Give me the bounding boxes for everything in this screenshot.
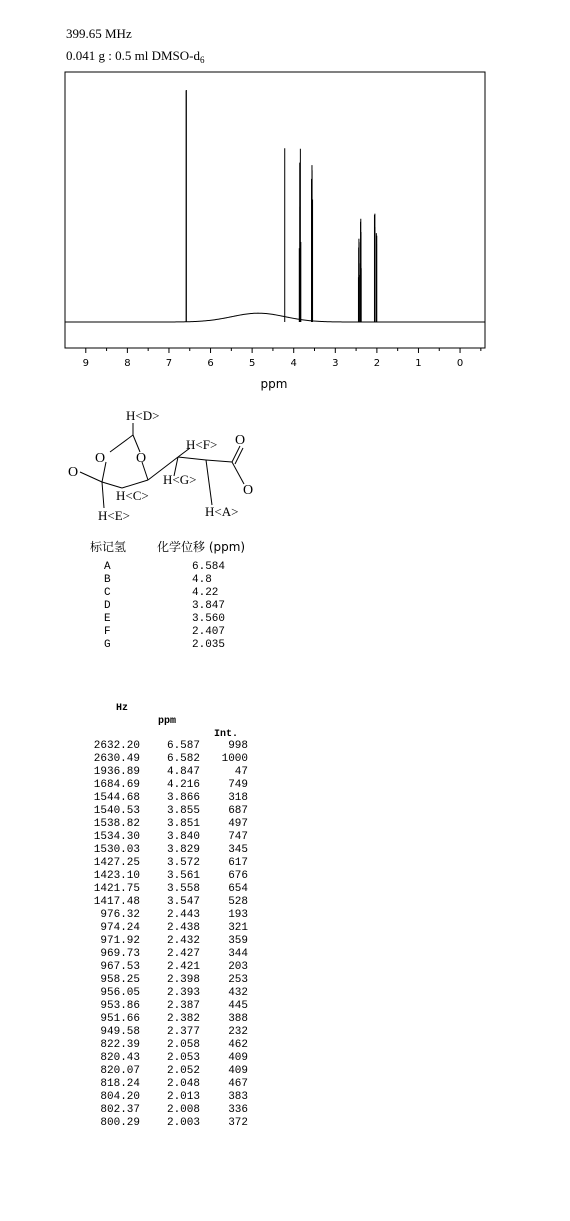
peak-cell-ppm: 2.421 (166, 961, 200, 973)
peak-cell-hz: 1417.48 (93, 896, 140, 908)
peak-cell-int: 409 (228, 1052, 248, 1064)
peak-row (86, 935, 250, 948)
peak-row (86, 883, 250, 896)
peak-cell-int: 318 (228, 792, 248, 804)
peak-cell-hz: 1544.68 (93, 792, 140, 804)
peak-cell-int: 388 (228, 1013, 248, 1025)
structure-atom-labels (68, 408, 253, 523)
peak-cell-hz: 1538.82 (93, 818, 140, 830)
peak-row (86, 831, 250, 844)
peak-cell-int: 462 (228, 1039, 248, 1051)
peak-cell-ppm: 2.427 (166, 948, 200, 960)
atom-label-hd: H<D> (126, 408, 160, 423)
peak-cell-int: 345 (228, 844, 248, 856)
peak-cell-hz: 1423.10 (93, 870, 140, 882)
spectrum-trace (65, 313, 485, 322)
peak-cell-ppm: 2.382 (166, 1013, 200, 1025)
peak-cell-int: 336 (228, 1104, 248, 1116)
peak-cell-hz: 1421.75 (93, 883, 140, 895)
atom-label-o2: O (95, 451, 106, 466)
peak-cell-ppm: 2.398 (166, 974, 200, 986)
peak-row (86, 961, 250, 974)
peak-cell-int: 383 (228, 1091, 248, 1103)
atom-label-o1: O (235, 433, 246, 448)
peak-cell-int: 47 (234, 766, 248, 778)
peak-cell-int: 344 (228, 948, 248, 960)
peak-cell-hz: 971.92 (100, 935, 140, 947)
peak-cell-hz: 820.43 (100, 1052, 140, 1064)
peak-row (86, 1013, 250, 1026)
peak-cell-int: 676 (228, 870, 248, 882)
shift-row (104, 574, 244, 587)
x-tick-label: 7 (165, 358, 173, 369)
peak-cell-int: 232 (228, 1026, 248, 1038)
peak-cell-hz: 822.39 (100, 1039, 140, 1051)
peak-cell-int: 654 (228, 883, 248, 895)
peak-row (86, 779, 250, 792)
peak-row (86, 740, 250, 753)
peak-row (86, 818, 250, 831)
peak-cell-ppm: 2.008 (166, 1104, 200, 1116)
peak-cell-hz: 802.37 (100, 1104, 140, 1116)
peak-cell-ppm: 3.855 (166, 805, 200, 817)
peak-cell-ppm: 2.058 (166, 1039, 200, 1051)
peak-row (86, 896, 250, 909)
peak-cell-ppm: 3.572 (166, 857, 200, 869)
shift-row-value: 6.584 (192, 561, 226, 573)
peak-cell-ppm: 2.003 (166, 1117, 200, 1129)
peak-cell-int: 497 (228, 818, 248, 830)
shift-row-label: C (104, 587, 111, 599)
nmr-spectrum-chart (0, 60, 570, 395)
peak-cell-hz: 818.24 (100, 1078, 140, 1090)
peak-row (86, 792, 250, 805)
peak-cell-int: 372 (228, 1117, 248, 1129)
peak-cell-hz: 974.24 (100, 922, 140, 934)
shift-row-value: 2.407 (192, 626, 226, 638)
peak-cell-ppm: 3.558 (166, 883, 200, 895)
peak-cell-ppm: 2.053 (166, 1052, 200, 1064)
shift-row-label: E (104, 613, 111, 625)
peak-cell-int: 998 (228, 740, 248, 752)
peak-cell-ppm: 2.443 (166, 909, 200, 921)
peak-cell-int: 747 (228, 831, 248, 843)
peak-cell-ppm: 3.829 (166, 844, 200, 856)
molecular-structure (60, 402, 260, 532)
atom-label-o3: O (136, 451, 147, 466)
peak-cell-hz: 951.66 (100, 1013, 140, 1025)
spectrometer-frequency: 399.65 MHz (66, 26, 132, 41)
atom-label-hc: H<C> (116, 488, 149, 503)
header-int: Int. (213, 729, 238, 740)
x-tick-label: 2 (373, 358, 381, 369)
peak-cell-hz: 969.73 (100, 948, 140, 960)
peak-cell-ppm: 2.387 (166, 1000, 200, 1012)
peak-row (86, 974, 250, 987)
shift-row-label: D (104, 600, 111, 612)
peak-cell-hz: 1530.03 (93, 844, 140, 856)
peak-cell-ppm: 2.432 (166, 935, 200, 947)
peak-row (86, 1078, 250, 1091)
peak-cell-int: 203 (228, 961, 248, 973)
x-tick-label: 8 (124, 358, 131, 369)
atom-label-hg: H<G> (163, 472, 197, 487)
peak-cell-hz: 949.58 (100, 1026, 140, 1038)
atom-label-ha: H<A> (205, 504, 239, 519)
atom-label-o4: O (68, 465, 79, 480)
peak-cell-int: 528 (228, 896, 248, 908)
x-tick-label: 4 (290, 358, 297, 369)
x-tick-label: 6 (207, 358, 214, 369)
peak-table-header (86, 689, 250, 740)
peak-row (86, 948, 250, 961)
peak-cell-int: 409 (228, 1065, 248, 1077)
peak-cell-ppm: 2.013 (166, 1091, 200, 1103)
peak-lines (186, 90, 377, 322)
peak-cell-int: 193 (228, 909, 248, 921)
peak-cell-hz: 953.86 (100, 1000, 140, 1012)
peak-cell-int: 467 (228, 1078, 248, 1090)
peak-cell-ppm: 3.866 (166, 792, 200, 804)
peak-row (86, 909, 250, 922)
shift-row (104, 639, 244, 652)
peak-row (86, 844, 250, 857)
x-tick-label: 5 (248, 358, 256, 369)
peak-cell-int: 253 (228, 974, 248, 986)
peak-cell-hz: 958.25 (100, 974, 140, 986)
peak-cell-int: 1000 (221, 753, 248, 765)
shift-row-value: 3.560 (192, 613, 226, 625)
peak-cell-hz: 1540.53 (93, 805, 140, 817)
header-ppm: ppm (157, 716, 176, 727)
peak-cell-hz: 1684.69 (93, 779, 140, 791)
peak-cell-hz: 967.53 (100, 961, 140, 973)
sample-subscript: 6 (199, 55, 205, 65)
shift-row (104, 561, 244, 574)
atom-label-hf: H<F> (186, 437, 218, 452)
peak-cell-ppm: 3.547 (166, 896, 200, 908)
peak-cell-hz: 2632.20 (93, 740, 140, 752)
x-tick-label: 3 (332, 358, 339, 369)
x-axis-ticks (83, 348, 481, 369)
x-axis-label: ppm (260, 377, 288, 391)
peak-cell-int: 617 (228, 857, 248, 869)
peak-cell-hz: 804.20 (100, 1091, 140, 1103)
peak-cell-ppm: 4.847 (166, 766, 200, 778)
peak-cell-ppm: 2.377 (166, 1026, 200, 1038)
peak-row (86, 1052, 250, 1065)
peak-cell-hz: 1427.25 (93, 857, 140, 869)
peak-cell-ppm: 4.216 (166, 779, 200, 791)
peak-row (86, 870, 250, 883)
shift-row (104, 626, 244, 639)
peak-cell-int: 359 (228, 935, 248, 947)
shift-row-value: 4.22 (192, 587, 219, 599)
peak-cell-hz: 1936.89 (93, 766, 140, 778)
peak-cell-ppm: 2.393 (166, 987, 200, 999)
peak-row (86, 857, 250, 870)
peak-cell-ppm: 3.851 (166, 818, 200, 830)
x-tick-label: 9 (82, 358, 89, 369)
peak-row (86, 766, 250, 779)
peak-cell-hz: 1534.30 (93, 831, 140, 843)
peak-cell-int: 687 (228, 805, 248, 817)
peak-cell-ppm: 2.048 (166, 1078, 200, 1090)
peak-row (86, 1065, 250, 1078)
peak-list-table (86, 663, 250, 1143)
peak-row (86, 1026, 250, 1039)
peak-cell-int: 749 (228, 779, 248, 791)
peak-cell-hz: 820.07 (100, 1065, 140, 1077)
shift-row-label: B (104, 574, 111, 586)
plot-frame (65, 72, 485, 348)
peak-cell-hz: 976.32 (100, 909, 140, 921)
peak-cell-ppm: 3.840 (166, 831, 200, 843)
shift-table-header-shift: 化学位移 (ppm) (157, 540, 246, 554)
shift-row (104, 613, 244, 626)
peak-row (86, 922, 250, 935)
peak-row (86, 1000, 250, 1013)
peak-cell-hz: 800.29 (100, 1117, 140, 1129)
shift-row-value: 3.847 (192, 600, 226, 612)
peak-cell-ppm: 6.587 (166, 740, 200, 752)
shift-row-label: A (104, 561, 111, 573)
peak-table-body (86, 740, 250, 1130)
peak-cell-hz: 956.05 (100, 987, 140, 999)
shift-row (104, 600, 244, 613)
peak-row (86, 1091, 250, 1104)
peak-cell-ppm: 2.438 (166, 922, 200, 934)
peak-row (86, 1039, 250, 1052)
shift-row-label: G (104, 639, 111, 651)
peak-row (86, 1104, 250, 1117)
atom-label-o5: O (243, 483, 254, 498)
peak-row (86, 987, 250, 1000)
shift-row-label: F (104, 626, 111, 638)
peak-cell-ppm: 6.582 (166, 753, 200, 765)
shift-row-value: 2.035 (192, 639, 226, 651)
peak-row (86, 1117, 250, 1130)
peak-cell-int: 445 (228, 1000, 248, 1012)
peak-cell-hz: 2630.49 (93, 753, 140, 765)
peak-cell-int: 432 (228, 987, 248, 999)
shift-table-header-label: 标记氢 (90, 540, 127, 554)
peak-cell-int: 321 (228, 922, 248, 934)
x-tick-label: 0 (456, 358, 464, 369)
peak-row (86, 805, 250, 818)
shift-row-value: 4.8 (192, 574, 212, 586)
shift-row (104, 587, 244, 600)
atom-label-he: H<E> (98, 508, 130, 523)
header-hz: Hz (115, 703, 128, 714)
x-tick-label: 1 (415, 358, 422, 369)
peak-cell-ppm: 3.561 (166, 870, 200, 882)
sample-text: 0.041 g : 0.5 ml DMSO-d (66, 48, 200, 63)
shift-assignment-table (104, 561, 244, 652)
peak-row (86, 753, 250, 766)
peak-cell-ppm: 2.052 (166, 1065, 200, 1077)
